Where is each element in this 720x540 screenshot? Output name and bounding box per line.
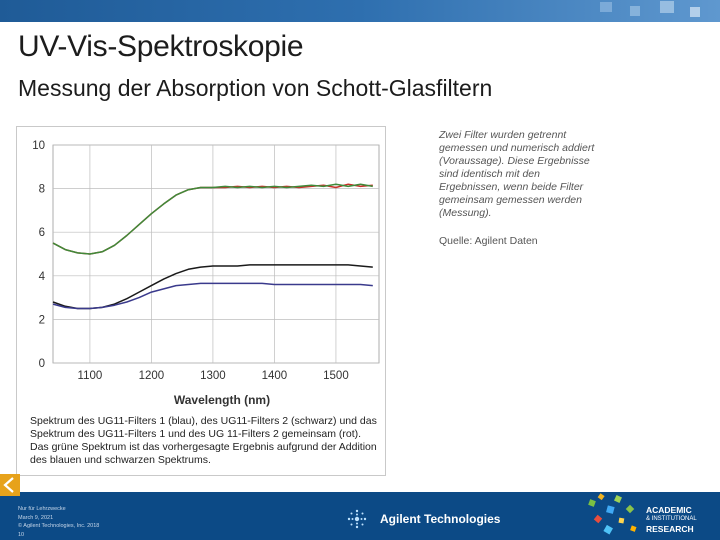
footer-line-1: Nur für Lehrzwecke	[18, 506, 66, 512]
top-band-graphic	[0, 0, 720, 22]
agilent-spark-icon	[346, 508, 368, 530]
x-tick-labels	[78, 370, 349, 382]
x-tick-label: 1100	[77, 370, 103, 382]
y-tick-label: 2	[38, 314, 45, 327]
x-tick-label: 1200	[138, 370, 165, 382]
side-note-text: Zwei Filter wurden getrennt gemessen und numerisch addiert (Voraussage). Diese Ergebnisse sind identisch mit den Ergebnissen, wenn beide Filter gemeinsam gemessen werden (Messung).	[439, 129, 595, 219]
partner-line-3: RESEARCH	[646, 524, 694, 534]
x-tick-label: 1300	[200, 370, 226, 382]
arrow-left-icon[interactable]	[0, 474, 20, 496]
partner-line-1: ACADEMIC	[646, 505, 692, 515]
slide-title: UV-Vis-Spektroskopie	[18, 30, 304, 63]
footer-line-2: March 9, 2021	[18, 514, 54, 521]
y-tick-label: 0	[38, 358, 45, 370]
top-decor-band	[0, 0, 720, 22]
agilent-company-name: Agilent Technologies	[380, 512, 501, 526]
footer-line-3: © Agilent Technologies, Inc. 2018	[18, 523, 100, 529]
x-tick-label: 1500	[323, 370, 349, 382]
side-note-source: Quelle: Agilent Daten	[439, 235, 538, 247]
plot-area	[53, 145, 379, 363]
y-tick-label: 6	[38, 227, 45, 240]
y-tick-label: 4	[38, 270, 45, 283]
figure-caption: Spektrum des UG11-Filters 1 (blau), des UG11-Filters 2 (schwarz) und das Spektrum des UG11-Filters 1 und des UG 11-Filters 2 gemeinsam (rot). Das grüne Spektrum ist das vorhergesagte Ergebnis aufgrund der Addition des blauen und schwarzen Spektrums.	[30, 415, 377, 466]
footer-line-4: 10	[18, 531, 25, 538]
x-tick-label: 1400	[261, 370, 288, 382]
footer-info	[18, 505, 99, 539]
slide-subtitle: Messung der Absorption von Schott-Glasfiltern	[18, 75, 493, 101]
partner-line-2: & INSTITUTIONAL	[646, 516, 697, 522]
x-axis-label: Wavelength (nm)	[173, 393, 271, 407]
y-tick-label: 8	[38, 183, 45, 196]
absorbance-chart	[17, 127, 385, 413]
y-tick-labels	[32, 140, 45, 370]
chart-grid	[53, 145, 379, 363]
y-tick-label: 10	[32, 140, 45, 152]
